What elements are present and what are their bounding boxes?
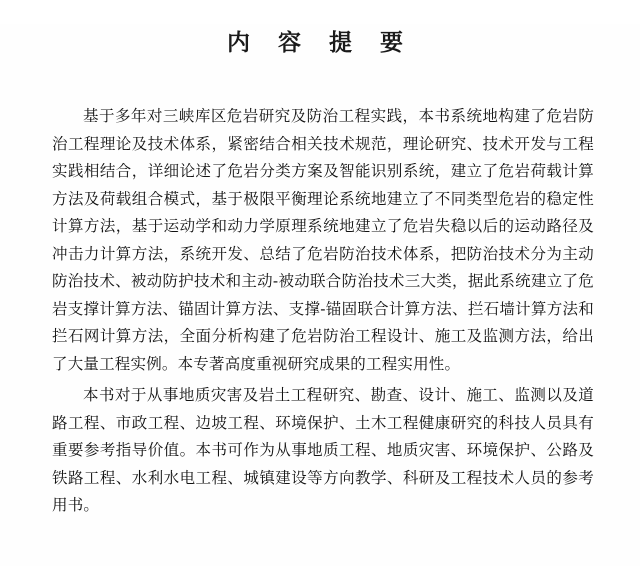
page-title: 内 容 提 要 bbox=[226, 29, 414, 56]
document-page bbox=[0, 24, 640, 566]
document-body bbox=[0, 103, 640, 520]
paragraph: 基于多年对三峡库区危岩研究及防治工程实践，本书系统地构建了危岩防治工程理论及技术体系，紧密结合相关技术规范，理论研究、技术开发与工程实践相结合，详细论述了危岩分类方案及智能识别系统，建立了危岩荷载计算方法及荷载组合模式，基于极限平衡理论系统地建立了不同类型危岩的稳定性计算方法，基于运动学和动力学原理系统地建立了危岩失稳以后的运动路径及冲击力计算方法，系统开发、总结了危岩防治技术体系，把防治技术分为主动防治技术、被动防护技术和主动-被动联合防治技术三大类，据此系统建立了危岩支撑计算方法、锚固计算方法、支撑-锚固联合计算方法、拦石墙计算方法和拦石网计算方法，全面分析构建了危岩防治工程设计、施工及监测方法，给出了大量工程实例。本专著高度重视研究成果的工程实用性。 bbox=[52, 107, 594, 373]
paragraph: 本书对于从事地质灾害及岩土工程研究、勘查、设计、施工、监测以及道路工程、市政工程、边坡工程、环境保护、土木工程健康研究的科技人员具有重要参考指导价值。本书可作为从事地质工程、地质灾害、环境保护、公路及铁路工程、水利水电工程、城镇建设等方向教学、科研及工程技术人员的参考用书。 bbox=[52, 386, 594, 514]
